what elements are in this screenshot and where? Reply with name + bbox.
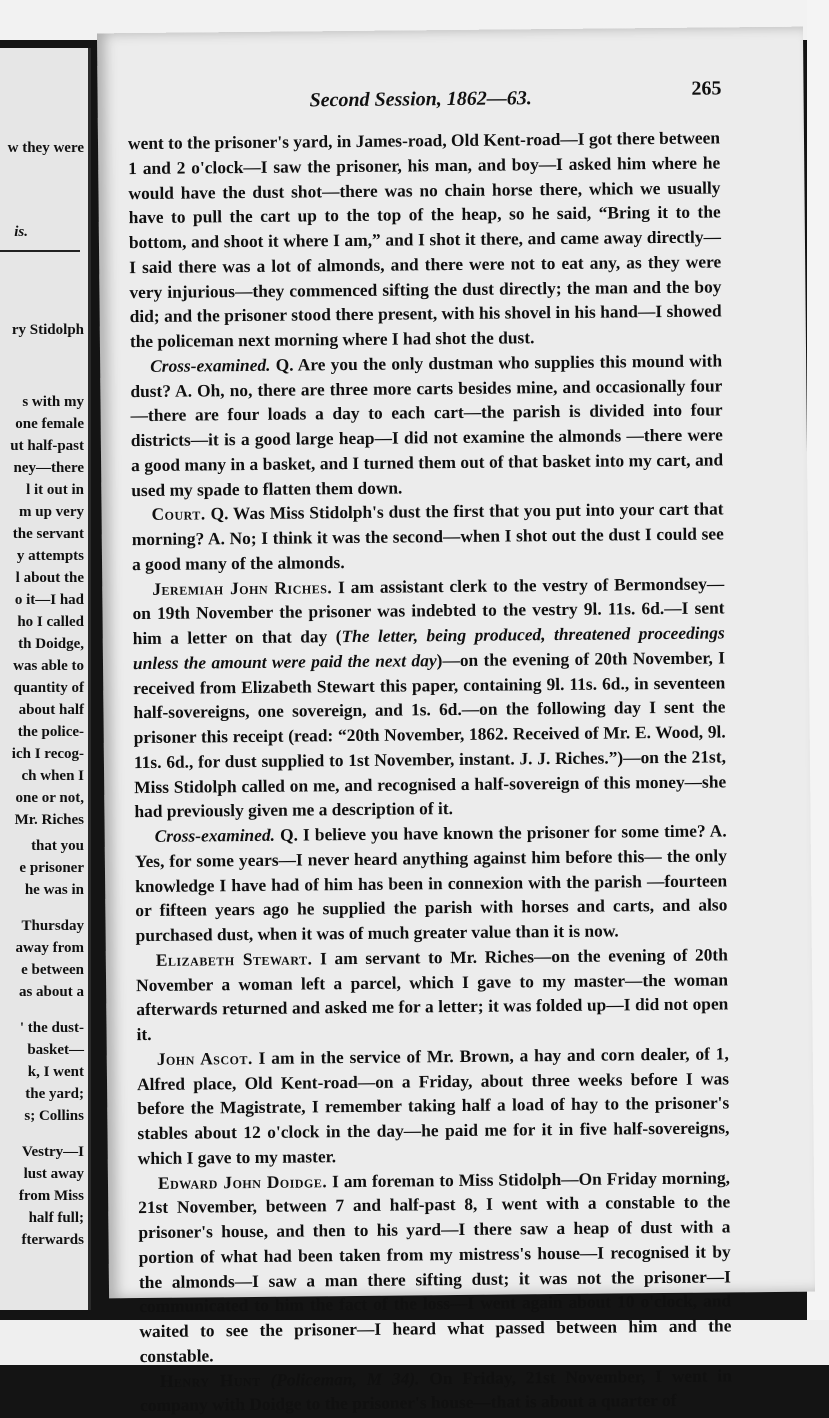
paragraph xyxy=(138,1165,732,1369)
left-page-line: the police- xyxy=(17,724,84,740)
left-page-line: ich I recog- xyxy=(11,746,84,762)
paragraph-text: Q. Was Miss Stidolph's dust the first that you put into your cart that morning? A. No; I think it was the second—when I shot out the dust I could see a good many of the almonds. xyxy=(131,498,724,574)
left-page-line: is. xyxy=(14,224,28,240)
left-page-line: ney—there xyxy=(13,460,84,476)
left-page-line: was able to xyxy=(13,658,84,674)
paragraph xyxy=(140,1363,732,1418)
left-page-line: o it—I had xyxy=(14,592,84,608)
italic-note: The letter, being produced, threatened proceedings unless the amount were paid the next day xyxy=(132,622,725,673)
left-page-line: lust away xyxy=(23,1166,84,1182)
paragraph xyxy=(130,348,723,502)
left-page-line: from Miss xyxy=(18,1188,84,1204)
left-page-line: the yard; xyxy=(25,1086,84,1102)
left-page-line: the servant xyxy=(12,526,84,542)
paragraph xyxy=(132,571,726,824)
page-header xyxy=(98,77,804,122)
left-facing-page xyxy=(0,48,91,1310)
cross-examined-label: Cross-examined. xyxy=(150,354,271,376)
paragraph-text: went to the prisoner's yard, in James-road, Old Kent-road—I got there between 1 and 2 o'clock—I saw the prisoner, his man, and boy—I asked him where he would have the dust shot—there was no chain horse there, which we usually have to pull the cart up to the top of the heap, so he said, “Bring it to the bottom, and shoot it where I am,” and I shot it there, and came away directly—I said there was a lot of almonds, and there were not to eat any, as they were very injurious—they commenced sifting the dust directly; the man and the boy did; and the prisoner stood there present, with his shovel in his hand—I showed the policeman next morning where I had shot the dust. xyxy=(127,127,722,352)
cross-examined-label: Cross-examined. xyxy=(154,824,276,846)
speaker-name: Edward John Doidge. xyxy=(157,1170,328,1193)
paragraph xyxy=(136,942,729,1047)
left-page-line: basket— xyxy=(27,1042,84,1058)
paragraph-text: )—on the evening of 20th November, I received from Elizabeth Stewart this paper, containing 9l. 11s. 6d., in seventeen half-sovereigns, one sovereign, and 1s. 6d.—on the following day I sent the prisoner this receipt (read: “20th November, 1862. Received of Mr. E. Wood, 9l. 11s. 6d., for dust supplied to 1st November, instant. J. J. Riches.”)—on the 21st, Miss Stidolph called on me, and recognised a half-sovereign of this money—she had previously given me a description of it. xyxy=(133,647,727,822)
left-page-line: ry Stidolph xyxy=(11,322,84,338)
speaker-name: Henry Hunt xyxy=(159,1369,261,1391)
speaker-name: John Ascot. xyxy=(156,1047,253,1069)
left-page-line: e between xyxy=(21,962,84,978)
left-page-line: w they were xyxy=(7,140,84,156)
left-page-line: Thursday xyxy=(21,918,84,934)
left-page-line: ut half-past xyxy=(10,438,84,454)
paragraph-text: On Friday, 21st November, I went in company with Doidge to the prisoner's house—that is about a quarter of xyxy=(140,1364,732,1416)
left-page-line: about half xyxy=(18,702,84,718)
page-number: 265 xyxy=(691,77,722,100)
paragraph-text: I am in the service of Mr. Brown, a hay and corn dealer, of 1, Alfred place, Old Kent-road—on a Friday, about three weeks before I was before the Magistrate, I remember taking half a load of hay to the prisoner's stables about 12 o'clock in the day—he paid me for it in five half-sovereigns, which I gave to my master. xyxy=(136,1043,730,1168)
left-page-line: k, I went xyxy=(27,1064,84,1080)
left-page-line: one female xyxy=(15,416,84,432)
left-page-rule xyxy=(0,250,80,252)
left-page-line: ch when I xyxy=(21,768,84,784)
left-page-line: quantity of xyxy=(13,680,84,696)
left-page-line: one or not, xyxy=(15,790,84,806)
left-page-line: e prisoner xyxy=(19,860,84,876)
left-page-line: as about a xyxy=(18,984,84,1000)
paragraph-text: Q. Are you the only dustman who supplies this mound with dust? A. Oh, no, there are three more carts besides mine, and occasionally four—there are four loads a day to each cart—the parish is divided into four districts—it is a good large heap—I did not examine the almonds —there were a good many in a basket, and I turned them out of that basket into my cart, and used my spade to flatten them down. xyxy=(130,350,724,500)
left-page-line: m up very xyxy=(19,504,84,520)
left-page-line: ' the dust- xyxy=(19,1020,84,1036)
left-page-line: s; Collins xyxy=(24,1108,84,1124)
left-page-line: Mr. Riches xyxy=(14,812,84,828)
italic-note: (Policeman, M 34). xyxy=(270,1367,420,1390)
paragraph xyxy=(135,818,728,947)
paragraph-text: Q. I believe you have known the prisoner for some time? A. Yes, for some years—I never heard anything against him before this— the only knowledge I have had of him has been in connexion with the parish —fourteen or fifteen years ago he supplied the parish with horses and carts, and also purchased dust, when it was of much greater value than it is now. xyxy=(134,820,728,946)
main-page xyxy=(97,27,815,1416)
left-page-line: Vestry—I xyxy=(22,1144,84,1160)
speaker-name: Court. xyxy=(151,503,206,525)
left-page-line: l about the xyxy=(15,570,84,586)
page-body xyxy=(128,125,732,1418)
speaker-name: Elizabeth Stewart. xyxy=(155,948,313,970)
paragraph-text: I am foreman to Miss Stidolph—On Friday morning, 21st November, between 7 and half-past 8, I went with a constable to the prisoner's house, and then to his yard—I there saw a heap of dust with a portion of what had been taken from my mistress's house—I recognised it by the almonds—I saw a man there sifting dust; it was not the prisoner—I communicated to him the fact of the loss—I went again about 10 o'clock, and waited to see the prisoner—I heard what passed between him and the constable. xyxy=(138,1166,732,1366)
left-page-line: away from xyxy=(15,940,84,956)
left-page-line: fterwards xyxy=(21,1232,84,1248)
left-page-line: l it out in xyxy=(26,482,84,498)
paragraph xyxy=(131,497,724,577)
paragraph-text: I am servant to Mr. Riches—on the evening of 20th November a woman left a parcel, which I gave to my master—the woman afterwards returned and asked me for a letter; it was folded up—I did not open it. xyxy=(135,944,729,1045)
left-page-line: y attempts xyxy=(16,548,84,564)
left-page-line: ho I called xyxy=(17,614,84,630)
paragraph-text: I am assistant clerk to the vestry of Bermondsey—on 19th November the prisoner was indebted to the vestry 9l. 11s. 6d.—I sent him a letter on that day ( xyxy=(132,572,725,649)
paragraph xyxy=(128,125,722,353)
left-page-line: half full; xyxy=(28,1210,84,1226)
paragraph xyxy=(137,1041,730,1170)
left-page-line: s with my xyxy=(22,394,84,410)
speaker-name: Jeremiah John Riches. xyxy=(152,576,333,599)
left-page-line: th Doidge, xyxy=(18,636,84,652)
running-head: Second Session, 1862—63. xyxy=(309,87,532,112)
left-page-line: that you xyxy=(31,838,84,854)
left-page-line: he was in xyxy=(24,882,84,898)
